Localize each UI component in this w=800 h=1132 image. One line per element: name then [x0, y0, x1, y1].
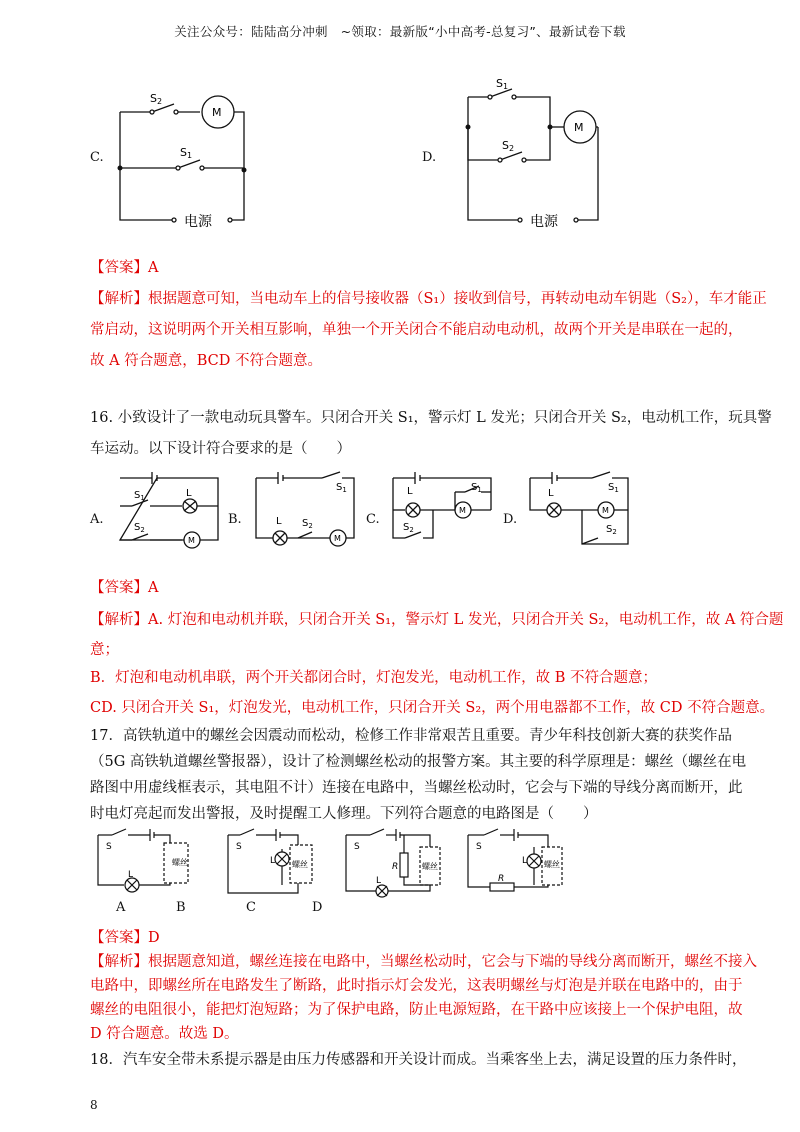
q17-stem-4: 时电灯亮起而发出警报，及时提醒工人修理。下列符合题意的电路图是（ ）: [90, 806, 598, 822]
svg-text:电源: 电源: [530, 214, 558, 230]
page-header: 关注公众号：陆陆高分冲刺 ~领取：最新版“小中高考-总复习”、最新试卷下载: [174, 24, 626, 39]
switch-s2-label: S2: [150, 92, 163, 106]
svg-text:M: M: [602, 506, 609, 515]
q17-stem-1: 17．高铁轨道中的螺丝会因震动而松动，检修工作非常艰苦且重要。青少年科技创新大赛的获奖作品: [90, 728, 732, 744]
q15-circuit-d: [460, 75, 610, 230]
q15-analysis-3: 故 A 符合题意，BCD 不符合题意。: [90, 353, 322, 369]
q16-stem-1: 16. 小致设计了一款电动玩具警车。只闭合开关 S₁，警示灯 L 发光；只闭合开关 S₂，电动机工作，玩具警: [90, 410, 772, 426]
switch-s1-label: S1: [180, 146, 193, 160]
svg-text:L: L: [407, 486, 413, 497]
svg-text:L: L: [548, 488, 554, 499]
svg-text:S: S: [354, 842, 360, 852]
q16-circuit-a: [112, 470, 227, 550]
svg-text:S1: $S_1$: [134, 490, 145, 502]
q17-stem-2: （5G 高铁轨道螺丝警报器），设计了检测螺丝松动的报警方案。其主要的科学原理是：螺丝（螺丝在电: [90, 754, 747, 770]
q17-analysis-3: 螺丝的电阻很小，能把灯泡短路；为了保护电路，防止电源短路，在干路中应该接上一个保护电阻，故: [90, 1002, 743, 1018]
q17-circuits: [90, 825, 590, 925]
q16-opt-d: D.: [503, 512, 518, 527]
q16-circuit-b: [248, 470, 363, 550]
q15-answer: 【答案】A: [90, 260, 159, 276]
svg-text:S2: $S_2$: [403, 522, 414, 534]
page-number: 8: [90, 1098, 98, 1112]
svg-text:L: L: [276, 516, 282, 527]
svg-text:L: L: [186, 488, 192, 499]
svg-text:螺丝: 螺丝: [422, 862, 438, 871]
svg-text:螺丝: 螺丝: [172, 858, 188, 867]
q16-opt-b: B.: [228, 512, 242, 527]
q15-option-d-label: D.: [422, 150, 437, 165]
svg-text:S1: $S_1$: [471, 482, 482, 494]
svg-text:S: S: [106, 842, 112, 852]
svg-text:S2: $S_2$: [606, 524, 617, 536]
q17-analysis-4: D 符合题意。故选 D。: [90, 1026, 239, 1042]
q16-stem-2: 车运动。以下设计符合要求的是（ ）: [90, 441, 351, 457]
svg-text:R: R: [392, 862, 399, 872]
q16-opt-a: A.: [90, 512, 104, 527]
q16-circuit-c: [385, 470, 500, 550]
q17-analysis-1: 【解析】根据题意知道，螺丝连接在电路中，当螺丝松动时，它会与下端的导线分离而断开，螺丝不接入: [90, 954, 757, 970]
svg-text:S1: $S_1$: [608, 482, 619, 494]
svg-text:M: M: [334, 534, 341, 543]
svg-text:M: M: [574, 121, 584, 134]
motor-label: M: [212, 106, 222, 119]
svg-text:L: L: [128, 870, 134, 880]
q17-opt-d: D: [312, 900, 323, 915]
q16-analysis-3: B．灯泡和电动机串联，两个开关都闭合时，灯泡发光，电动机工作，故 B 不符合题意；: [90, 670, 658, 686]
q17-opt-a: A: [116, 900, 126, 915]
q17-answer: 【答案】D: [90, 930, 160, 946]
svg-text:S1: $S_1$: [336, 482, 347, 494]
q15-analysis-2: 常启动，这说明两个开关相互影响，单独一个开关闭合不能启动电动机，故两个开关是串联在一起的，: [90, 322, 743, 338]
q16-analysis-4: CD. 只闭合开关 S₁，灯泡发光，电动机工作，只闭合开关 S₂，两个用电器都不工作，故 CD 不符合题意。: [90, 700, 775, 716]
q16-analysis-2: 意；: [90, 642, 119, 658]
svg-text:螺丝: 螺丝: [292, 860, 308, 869]
svg-text:S2: $S_2$: [302, 518, 313, 530]
q15-option-c-label: C.: [90, 150, 104, 165]
q17-opt-b: B: [176, 900, 186, 915]
q15-analysis-1: 【解析】根据题意可知，当电动车上的信号接收器（S₁）接收到信号，再转动电动车钥匙（S₂），车才能正: [90, 291, 767, 307]
q17-analysis-2: 电路中，即螺丝所在电路发生了断路，此时指示灯会发光，这表明螺丝与灯泡是并联在电路中的，由于: [90, 978, 743, 994]
q18-stem: 18．汽车安全带未系提示器是由压力传感器和开关设计而成。当乘客坐上去，满足设置的压力条件时，: [90, 1052, 747, 1068]
q16-circuit-d: [522, 470, 637, 550]
svg-text:L: L: [522, 856, 528, 866]
svg-text:S1: S1: [496, 77, 509, 91]
svg-text:R: R: [498, 874, 505, 884]
q15-circuit-c: [112, 90, 252, 230]
svg-text:M: M: [188, 536, 195, 545]
svg-text:S2: $S_2$: [134, 522, 145, 534]
q17-opt-c: C: [246, 900, 256, 915]
q16-answer: 【答案】A: [90, 580, 159, 596]
q16-analysis-1: 【解析】A. 灯泡和电动机并联，只闭合开关 S₁，警示灯 L 发光，只闭合开关 S₂，电动机工作，故 A 符合题: [90, 612, 784, 628]
power-label: 电源: [184, 214, 212, 230]
svg-text:L: L: [376, 876, 382, 886]
svg-text:S: S: [236, 842, 242, 852]
q17-stem-3: 路图中用虚线框表示，其电阻不计）连接在电路中，当螺丝松动时，它会与下端的导线分离而断开，此: [90, 780, 743, 796]
q16-opt-c: C.: [366, 512, 380, 527]
svg-text:L: L: [270, 856, 276, 866]
svg-text:螺丝: 螺丝: [544, 860, 560, 869]
svg-text:S2: S2: [502, 139, 515, 153]
svg-text:S: S: [476, 842, 482, 852]
svg-text:M: M: [459, 506, 466, 515]
